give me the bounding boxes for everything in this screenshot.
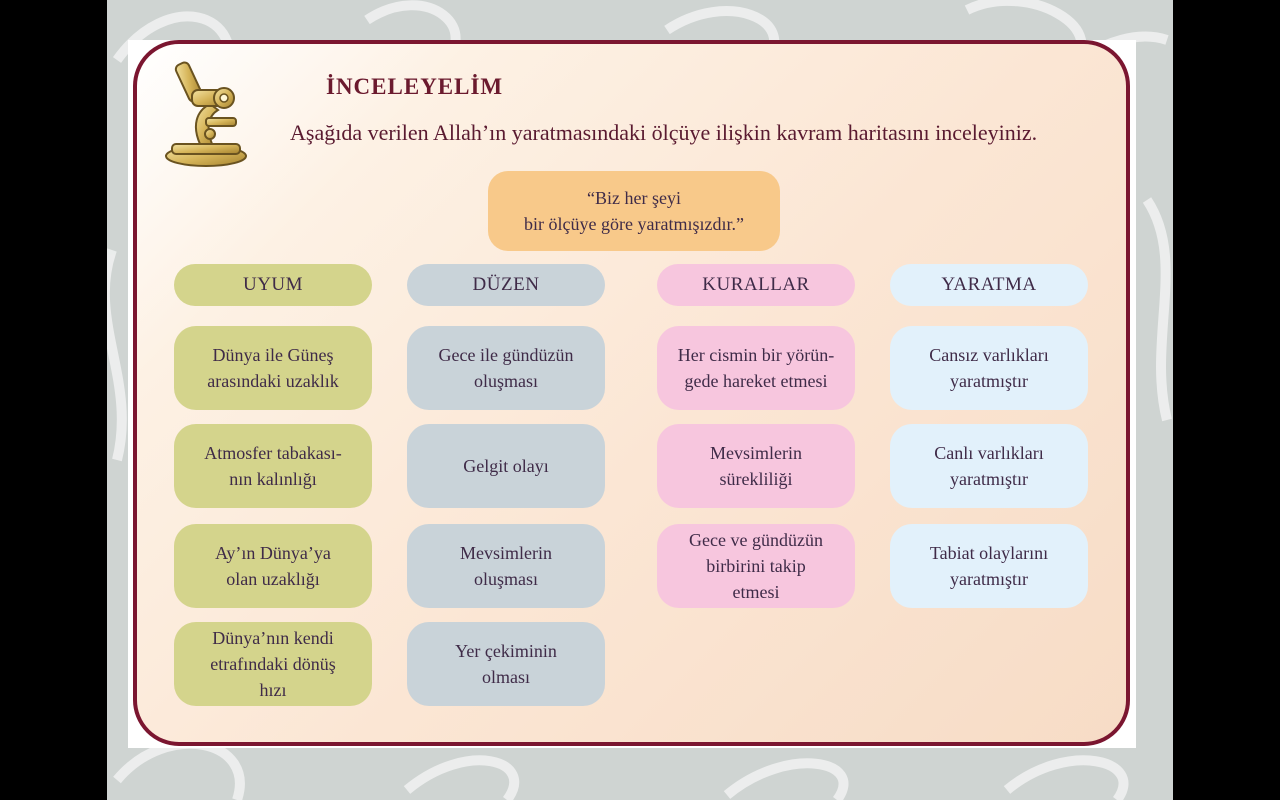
microscope-icon (162, 56, 248, 170)
concept-box-uyum-2: Atmosfer tabakası- nın kalınlığı (174, 424, 372, 508)
concept-box-duzen-3: Mevsimlerin oluşması (407, 524, 605, 608)
central-quote-box: “Biz her şeyi bir ölçüye göre yaratmışızdır.” (488, 171, 780, 251)
concept-box-uyum-4: Dünya’nın kendi etrafındaki dönüş hızı (174, 622, 372, 706)
concept-box-kurallar-2: Mevsimlerin sürekliliği (657, 424, 855, 508)
column-header-yaratma: YARATMA (890, 264, 1088, 306)
section-heading: İNCELEYELİM (326, 74, 504, 99)
concept-box-yaratma-3: Tabiat olaylarını yaratmıştır (890, 524, 1088, 608)
concept-box-kurallar-1: Her cismin bir yörün- gede hareket etmesi (657, 326, 855, 410)
concept-box-kurallar-3: Gece ve gündüzün birbirini takip etmesi (657, 524, 855, 608)
concept-box-duzen-1: Gece ile gündüzün oluşması (407, 326, 605, 410)
concept-box-uyum-1: Dünya ile Güneş arasındaki uzaklık (174, 326, 372, 410)
concept-box-yaratma-2: Canlı varlıkları yaratmıştır (890, 424, 1088, 508)
instruction-text: Aşağıda verilen Allah’ın yaratmasındaki ölçüye ilişkin kavram haritasını inceleyiniz. (290, 120, 1038, 145)
concept-box-duzen-4: Yer çekiminin olması (407, 622, 605, 706)
column-header-kurallar: KURALLAR (657, 264, 855, 306)
concept-box-duzen-2: Gelgit olayı (407, 424, 605, 508)
concept-box-uyum-3: Ay’ın Dünya’ya olan uzaklığı (174, 524, 372, 608)
column-header-uyum: UYUM (174, 264, 372, 306)
column-header-duzen: DÜZEN (407, 264, 605, 306)
concept-box-yaratma-1: Cansız varlıkları yaratmıştır (890, 326, 1088, 410)
